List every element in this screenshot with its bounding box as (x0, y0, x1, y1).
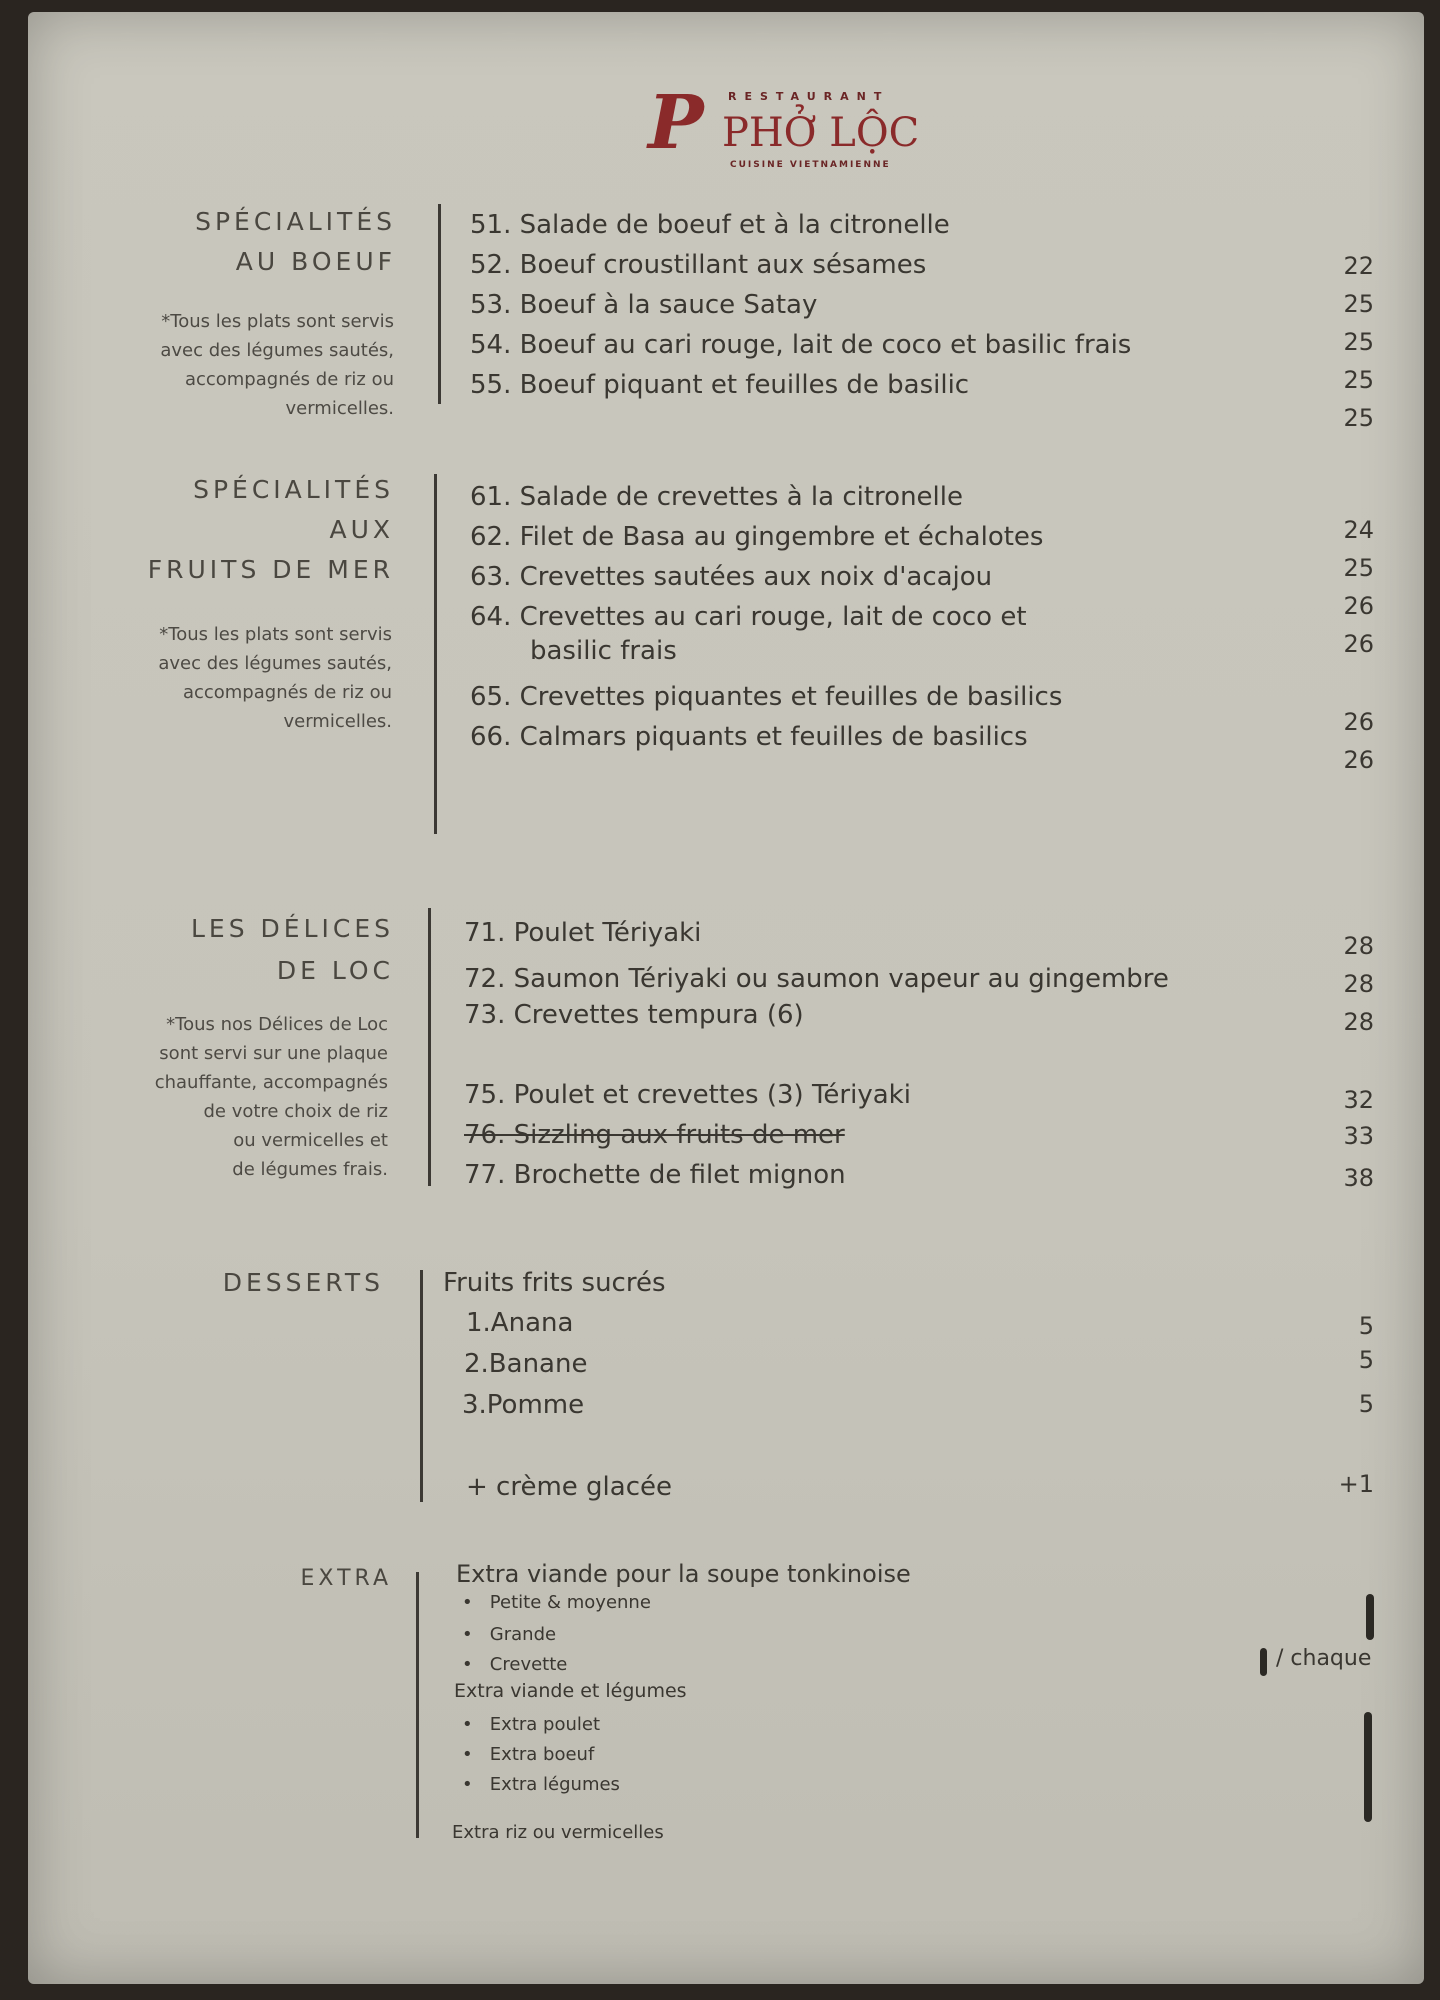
menu-item: 3.Pomme (462, 1390, 585, 1420)
item-price: 5 (1358, 1390, 1374, 1418)
logo-mark: P (648, 80, 704, 166)
item-price: 22 (1343, 252, 1374, 280)
extra-list-item: • Extra légumes (462, 1774, 620, 1795)
section-title-fruits-de-mer: SPÉCIALITÉS AUX FRUITS DE MER (147, 475, 394, 584)
item-price: 26 (1343, 592, 1374, 620)
handwritten-mark (1366, 1594, 1374, 1640)
section-title-desserts: DESSERTS (222, 1268, 384, 1297)
section-divider (428, 908, 431, 1186)
logo-top-text: RESTAURANT (728, 90, 890, 103)
extra-list-item: • Petite & moyenne (462, 1592, 651, 1613)
menu-item: 64. Crevettes au cari rouge, lait de coco et (470, 602, 1027, 632)
logo-bottom-text: CUISINE VIETNAMIENNE (730, 160, 891, 170)
item-price: 25 (1343, 328, 1374, 356)
menu-item: 71. Poulet Tériyaki (464, 918, 702, 948)
menu-item: 52. Boeuf croustillant aux sésames (470, 250, 927, 280)
dessert-addon: + crème glacée (466, 1472, 672, 1502)
menu-item: 54. Boeuf au cari rouge, lait de coco et basilic frais (470, 330, 1132, 360)
section-divider (416, 1572, 419, 1838)
extra-heading: Extra riz ou vermicelles (452, 1822, 664, 1843)
section-note-boeuf: *Tous les plats sont servis avec des légumes sautés, accompagnés de riz ou vermicelles. (160, 311, 394, 419)
item-price: 25 (1343, 554, 1374, 582)
menu-page (28, 12, 1424, 1984)
section-divider (420, 1270, 423, 1502)
item-price: 24 (1343, 516, 1374, 544)
item-price: 32 (1343, 1086, 1374, 1114)
extra-list-item: • Crevette (462, 1654, 568, 1675)
menu-item: 53. Boeuf à la sauce Satay (470, 290, 818, 320)
menu-item: 75. Poulet et crevettes (3) Tériyaki (464, 1080, 911, 1110)
item-price: 5 (1358, 1346, 1374, 1374)
menu-item: 61. Salade de crevettes à la citronelle (470, 482, 963, 512)
item-price: 26 (1343, 630, 1374, 658)
section-divider (434, 474, 437, 834)
menu-item: 2.Banane (464, 1349, 588, 1379)
extra-heading: Extra viande et légumes (454, 1680, 687, 1702)
menu-item: 66. Calmars piquants et feuilles de basilics (470, 722, 1028, 752)
menu-item-crossed-out: 76. Sizzling aux fruits de mer (464, 1120, 845, 1150)
extra-list-item: • Extra poulet (462, 1714, 601, 1735)
handwritten-mark (1364, 1712, 1372, 1822)
item-price: 25 (1343, 290, 1374, 318)
menu-item: 51. Salade de boeuf et à la citronelle (470, 210, 950, 240)
item-price: +1 (1338, 1470, 1374, 1498)
section-title-extra: EXTRA (300, 1566, 392, 1591)
extra-list-item: • Grande (462, 1624, 557, 1645)
menu-item: 1.Anana (466, 1308, 574, 1338)
dessert-heading: Fruits frits sucrés (443, 1268, 666, 1298)
item-price: 28 (1343, 1008, 1374, 1036)
menu-item: 63. Crevettes sautées aux noix d'acajou (470, 562, 993, 592)
menu-item: 62. Filet de Basa au gingembre et échalotes (470, 522, 1044, 552)
item-price: 25 (1343, 366, 1374, 394)
logo-name: PHỞ LỘC (722, 110, 920, 156)
menu-item: 65. Crevettes piquantes et feuilles de basilics (470, 682, 1063, 712)
item-price: 26 (1343, 708, 1374, 736)
extra-heading: Extra viande pour la soupe tonkinoise (456, 1560, 911, 1588)
handwritten-mark (1260, 1648, 1267, 1676)
menu-item: 55. Boeuf piquant et feuilles de basilic (470, 370, 970, 400)
menu-item: 77. Brochette de filet mignon (464, 1160, 846, 1190)
price-each-label: / chaque (1276, 1646, 1372, 1671)
item-price: 33 (1343, 1122, 1374, 1150)
section-divider (438, 204, 441, 404)
menu-item: 73. Crevettes tempura (6) (464, 1000, 804, 1030)
restaurant-logo (648, 82, 928, 178)
section-title-boeuf: SPÉCIALITÉS AU BOEUF (195, 207, 396, 276)
item-price: 38 (1343, 1164, 1374, 1192)
item-price: 28 (1343, 932, 1374, 960)
menu-item: 72. Saumon Tériyaki ou saumon vapeur au gingembre (464, 964, 1169, 994)
menu-item-continued: basilic frais (530, 636, 677, 666)
item-price: 5 (1358, 1312, 1374, 1340)
section-title-delices: LES DÉLICES DE LOC (190, 914, 394, 985)
item-price: 28 (1343, 970, 1374, 998)
section-note-delices: *Tous nos Délices de Loc sont servi sur une plaque chauffante, accompagnés de votre choix de riz ou vermicelles et de légumes frais. (154, 1014, 388, 1180)
item-price: 25 (1343, 404, 1374, 432)
item-price: 26 (1343, 746, 1374, 774)
section-note-fruits-de-mer: *Tous les plats sont servis avec des légumes sautés, accompagnés de riz ou vermicelles. (158, 624, 392, 732)
extra-list-item: • Extra boeuf (462, 1744, 595, 1765)
